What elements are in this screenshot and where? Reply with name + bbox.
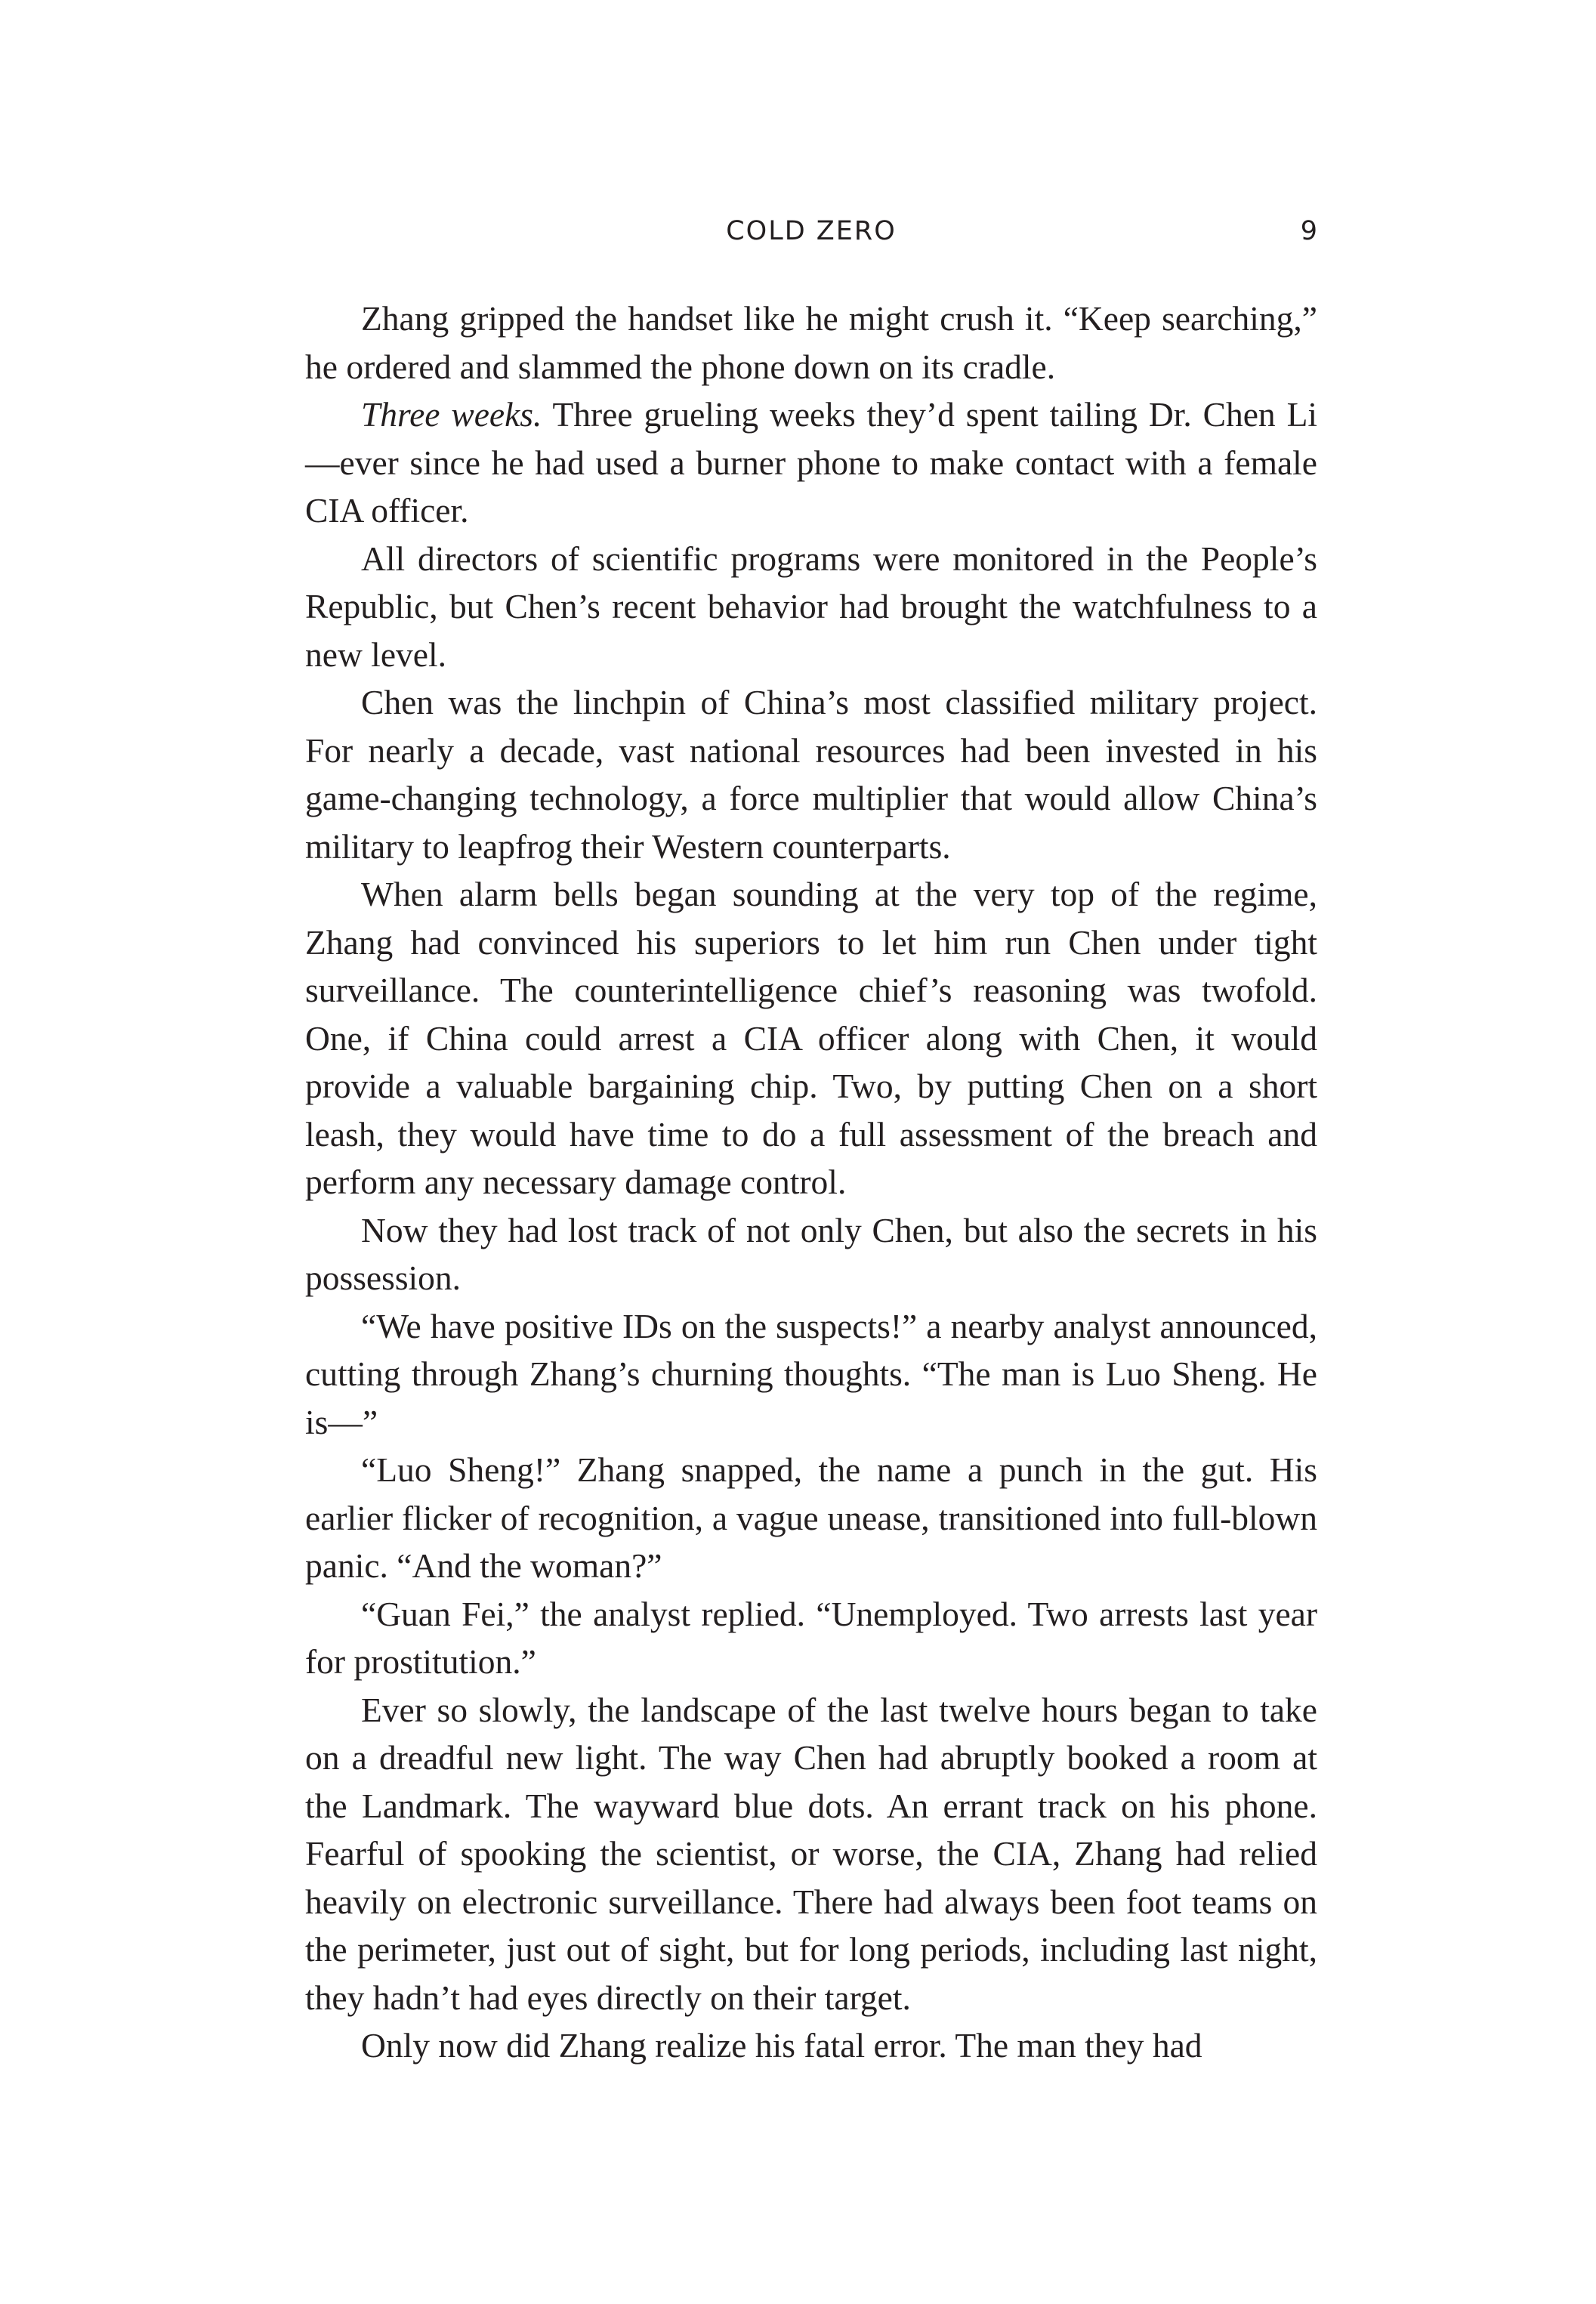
italic-phrase: Three weeks.	[361, 395, 542, 434]
body-text	[305, 295, 1317, 2070]
paragraph: Ever so slowly, the landscape of the last twelve hours began to take on a dreadful new light. The way Chen had abruptly booked a room at the Landmark. The wayward blue dots. An errant track on his phone. Fearful of spooking the scientist, or worse, the CIA, Zhang had relied heavily on electronic surveillance. There had always been foot teams on the perimeter, just out of sight, but for long periods, including last night, they hadn’t had eyes directly on their target.	[305, 1690, 1317, 2017]
paragraph: All directors of scientific programs were monitored in the People’s Republic, but Chen’s recent behavior had brought the watchfulness to a new level.	[305, 539, 1317, 674]
paragraph: Zhang gripped the handset like he might crush it. “Keep searching,” he ordered and slammed the phone down on its cradle.	[305, 299, 1317, 386]
running-head	[305, 216, 1317, 261]
paragraph: Chen was the linchpin of China’s most classified military project. For nearly a decade, vast national resources had been invested in his game-changing technology, a force multiplier that would allow China’s military to leapfrog their Western counterparts.	[305, 683, 1317, 866]
running-title: COLD ZERO	[726, 216, 897, 246]
paragraph: Now they had lost track of not only Chen, but also the secrets in his possession.	[305, 1210, 1317, 1297]
paragraph: When alarm bells began sounding at the very top of the regime, Zhang had convinced his superiors to let him run Chen under tight surveillance. The counterintelligence chief’s reasoning was twofold. One, if China could arrest a CIA officer along with Chen, it would provide a valuable bargaining chip. Two, by putting Chen on a short leash, they would have time to do a full assessment of the breach and perform any necessary damage control.	[305, 875, 1317, 1201]
paragraph: Only now did Zhang realize his fatal error. The man they had	[361, 2026, 1202, 2065]
paragraph: “Luo Sheng!” Zhang snapped, the name a punch in the gut. His earlier flicker of recognition, a vague unease, transitioned into full-blown panic. “And the woman?”	[305, 1450, 1317, 1585]
paragraph	[305, 391, 1317, 535]
paragraph: “We have positive IDs on the suspects!” a nearby analyst announced, cutting through Zhang’s churning thoughts. “The man is Luo Sheng. He is—”	[305, 1306, 1317, 1441]
page-number: 9	[1300, 216, 1317, 246]
paragraph-text: Three grueling weeks they’d spent tailing Dr. Chen Li—ever since he had used a burner phone to make contact with a female CIA officer.	[305, 395, 1317, 530]
paragraph: “Guan Fei,” the analyst replied. “Unemployed. Two arrests last year for prostitution.”	[305, 1594, 1317, 1681]
